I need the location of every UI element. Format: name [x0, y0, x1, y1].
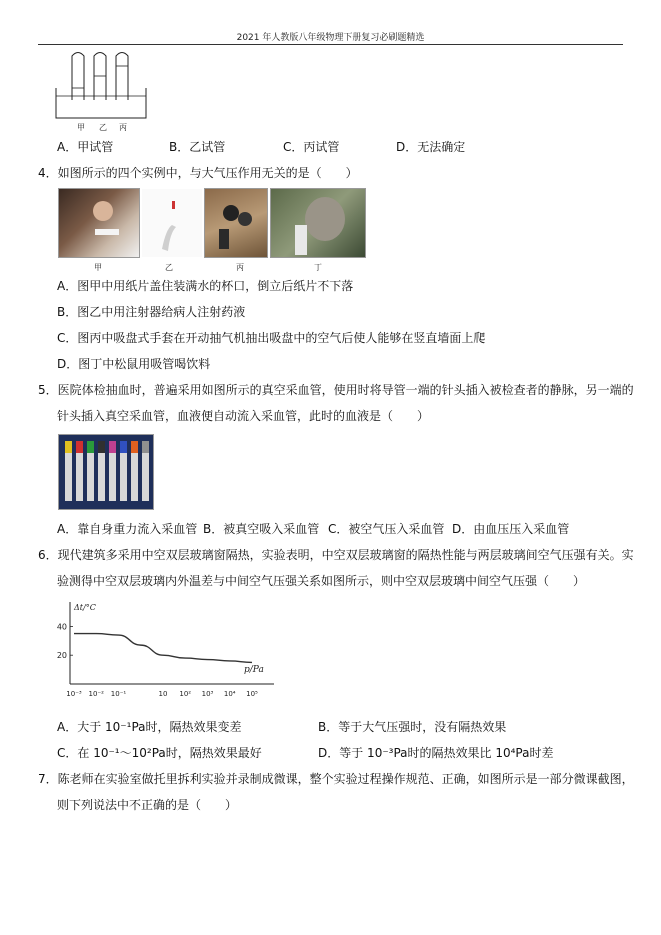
q3-option-b: B．乙试管	[169, 140, 226, 154]
y-axis-label: Δt/°C	[74, 603, 96, 612]
q4-option-b: B．图乙中用注射器给病人注射药液	[57, 305, 246, 319]
photo-ding-squirrel	[270, 188, 366, 258]
q5-stem-line1: 5．医院体检抽血时，普遍采用如图所示的真空采血管，使用时将导管一端的针头插入被检查者的静脉，另一端的	[38, 383, 634, 397]
q5-option-a: A．靠自身重力流入采血管	[57, 522, 198, 536]
photo-label-ding: 丁	[314, 263, 322, 272]
x-tick-label: 10⁻¹	[110, 690, 127, 698]
q5-option-b: B．被真空吸入采血管	[203, 522, 320, 536]
q4-stem: 4．如图所示的四个实例中，与大气压作用无关的是（ ）	[38, 166, 358, 180]
photo-label-yi: 乙	[165, 263, 173, 272]
q5-option-d: D．由血压压入采血管	[452, 522, 570, 536]
tube-label-yi: 乙	[99, 123, 107, 132]
photo-bing-suction-glove	[204, 188, 268, 258]
x-tick-label: 10²	[179, 690, 192, 698]
photo-label-jia: 甲	[94, 263, 102, 272]
q3-option-d: D．无法确定	[396, 140, 466, 154]
q5-stem-line2: 针头插入真空采血管，血液便自动流入采血管，此时的血液是（ ）	[57, 409, 430, 423]
q3-option-c: C．丙试管	[283, 140, 340, 154]
q3-option-a: A．甲试管	[57, 140, 114, 154]
tube-label-jia: 甲	[77, 123, 85, 132]
x-axis-label: p/Pa	[244, 665, 264, 675]
photo-label-bing: 丙	[236, 263, 244, 272]
x-tick-label: 10⁵	[246, 690, 258, 698]
q6-stem-line1: 6．现代建筑多采用中空双层玻璃窗隔热，实验表明，中空双层玻璃窗的隔热性能与两层玻璃间空气压强有关。实	[38, 548, 634, 562]
tube-label-bing: 丙	[119, 123, 127, 132]
q6-option-d: D．等于 10⁻³Pa时的隔热效果比 10⁴Pa时差	[318, 746, 554, 760]
q7-stem-line1: 7．陈老师在实验室做托里拆利实验并录制成微课，整个实验过程操作规范、正确，如图所示是一部分微课截图，	[38, 772, 634, 786]
x-tick-label: 10³	[201, 690, 214, 698]
photo-jia-paper-cup	[58, 188, 140, 258]
pressure-temperature-chart	[52, 598, 282, 706]
x-tick-label: 10⁻²	[88, 690, 104, 698]
x-tick-label: 10⁻³	[66, 690, 82, 698]
photo-yi-syringe	[141, 188, 203, 258]
y-tick-label: 40	[56, 622, 67, 632]
q4-option-c: C．图丙中吸盘式手套在开动抽气机抽出吸盘中的空气后使人能够在竖直墙面上爬	[57, 331, 486, 345]
q6-option-b: B．等于大气压强时，没有隔热效果	[318, 720, 507, 734]
photo-vacuum-blood-tubes	[58, 434, 154, 510]
y-tick-label: 20	[56, 651, 67, 661]
q6-option-c: C．在 10⁻¹～10²Pa时，隔热效果最好	[57, 746, 262, 760]
header-rule	[38, 44, 623, 45]
q4-option-a: A．图甲中用纸片盖住装满水的杯口，倒立后纸片不下落	[57, 279, 354, 293]
x-tick-label: 10	[158, 690, 168, 698]
chart-lines	[74, 634, 252, 663]
q4-option-d: D．图丁中松鼠用吸管喝饮料	[57, 357, 211, 371]
x-tick-label: 10⁴	[223, 690, 236, 698]
q5-option-c: C．被空气压入采血管	[328, 522, 445, 536]
test-tubes-figure	[52, 48, 152, 132]
q7-stem-line2: 则下列说法中不正确的是（ ）	[57, 798, 238, 812]
q6-stem-line2: 验测得中空双层玻璃内外温差与中间空气压强关系如图所示，则中空双层玻璃中间空气压强（ ）	[57, 574, 586, 588]
q6-option-a: A．大于 10⁻¹Pa时，隔热效果变差	[57, 720, 242, 734]
temperature-difference-curve	[74, 634, 252, 663]
page-header: 2021 年人教版八年级物理下册复习必刷题精选	[236, 33, 425, 43]
